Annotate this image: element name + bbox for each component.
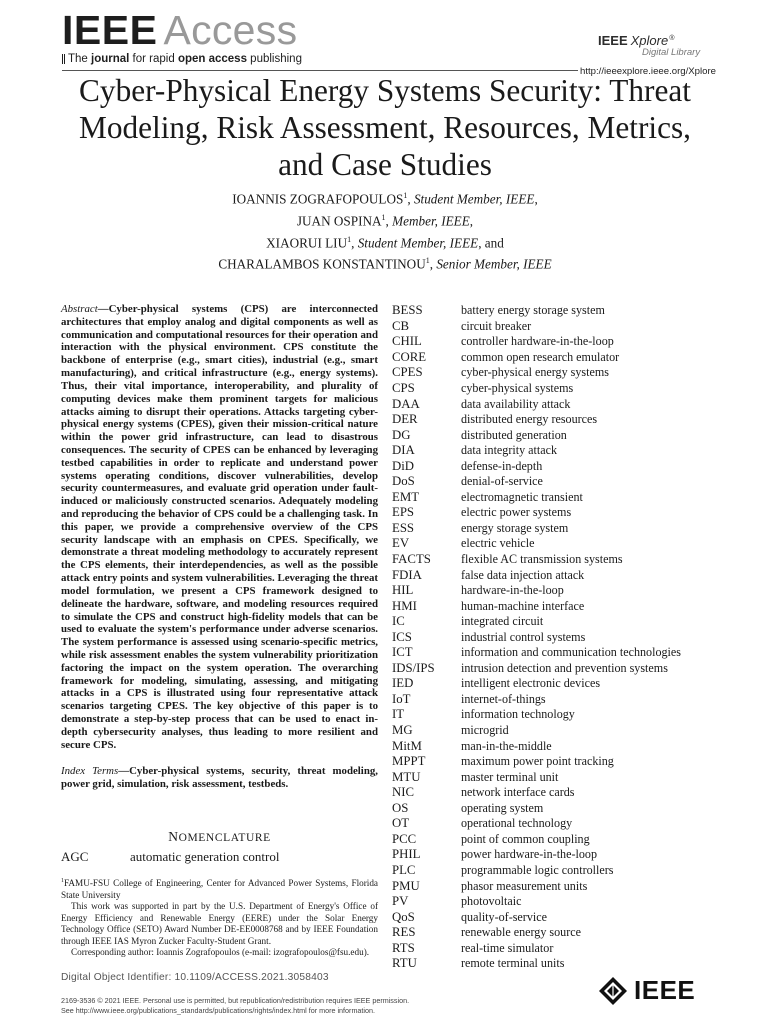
acronym-abbr: DiD: [392, 458, 415, 473]
acronym-row: [392, 645, 732, 661]
acronym-abbr: NIC: [392, 785, 415, 800]
acronym-definition: point of common coupling: [461, 831, 590, 846]
acronym-definition: integrated circuit: [461, 614, 544, 629]
acronym-definition: power hardware-in-the-loop: [461, 847, 597, 862]
acronym-abbr: OS: [392, 800, 409, 815]
acronym-row: [392, 381, 732, 397]
ieee-footer-logo: [598, 975, 695, 1006]
acronym-row: [392, 319, 732, 335]
acronym-abbr: RTU: [392, 956, 417, 971]
index-terms-label: Index Terms: [61, 765, 119, 778]
acronym-definition: distributed generation: [461, 427, 567, 442]
doi: Digital Object Identifier: 10.1109/ACCESS.2021.3058403: [61, 972, 329, 983]
acronym-abbr: RTS: [392, 940, 415, 955]
acronym-row: [392, 769, 732, 785]
paper-title: Cyber-Physical Energy Systems Security: Threat Modeling, Risk Assessment, Resources, Metrics, and Case Studies: [79, 73, 691, 182]
acronym-definition: data availability attack: [461, 396, 571, 411]
brand-tagline: [62, 53, 302, 65]
acronym-row: [392, 661, 732, 677]
acronym-definition: electromagnetic transient: [461, 489, 583, 504]
license-line-2: See http://www.ieee.org/publications_standards/publications/rights/index.html for more information.: [61, 1005, 376, 1015]
author-line: [100, 231, 670, 253]
acronym-abbr: FDIA: [392, 567, 422, 582]
xplore-ieee: IEEE: [598, 33, 628, 48]
acronym-row: [392, 334, 732, 350]
author-separator: , and: [478, 234, 504, 250]
index-terms-dash: —: [118, 765, 130, 778]
acronym-row: [392, 474, 732, 490]
acronym-abbr: OT: [392, 816, 410, 831]
acronym-definition: photovoltaic: [461, 894, 522, 909]
acronym-definition: operating system: [461, 800, 544, 815]
acronym-abbr: QoS: [392, 909, 415, 924]
author-role: Senior Member, IEEE: [436, 256, 552, 272]
acronym-abbr: HMI: [392, 598, 417, 613]
acronym-row: [392, 692, 732, 708]
footnote-affiliation-text: FAMU-FSU College of Engineering, Center for Advanced Power Systems, Florida State University: [61, 878, 378, 900]
acronym-abbr: MPPT: [392, 754, 426, 769]
author-affiliation-marker: 1: [403, 191, 408, 200]
author-separator: ,: [469, 213, 474, 229]
acronym-definition: cyber-physical energy systems: [461, 365, 609, 380]
author-role: Member, IEEE: [392, 213, 470, 229]
acronym-row: [392, 536, 732, 552]
acronym-row: [392, 738, 732, 754]
acronym-row: [392, 521, 732, 537]
acronym-row: [392, 676, 732, 692]
acronym-definition: master terminal unit: [461, 769, 559, 784]
acronym-definition: phasor measurement units: [461, 878, 588, 893]
abstract: [61, 303, 378, 751]
acronym-definition: hardware-in-the-loop: [461, 583, 564, 598]
author-affiliation-marker: 1: [347, 234, 352, 244]
acronym-row: [392, 396, 732, 412]
acronym-row: [392, 863, 732, 879]
acronym-row: [392, 707, 732, 723]
acronym-row: [392, 505, 732, 521]
nomenclature-heading: [61, 829, 378, 845]
author-name: XIAORUI LIU: [266, 234, 348, 250]
author-separator: ,: [534, 191, 538, 207]
acronym-definition: battery energy storage system: [461, 303, 605, 318]
nomenclature-heading-cap: N: [168, 829, 179, 844]
acronym-list: [392, 303, 732, 972]
xplore-subtitle: Digital Library: [642, 47, 701, 58]
acronym-definition: electric vehicle: [461, 536, 535, 551]
acronym-abbr: IED: [392, 676, 414, 691]
acronym-abbr: FACTS: [392, 552, 431, 567]
acronym-definition: man-in-the-middle: [461, 738, 552, 753]
acronym-abbr: DG: [392, 427, 411, 442]
acronym-abbr: RES: [392, 925, 416, 940]
acronym-abbr: CB: [392, 318, 410, 333]
acronym-definition: defense-in-depth: [461, 458, 543, 473]
acronym-row: [392, 365, 732, 381]
acronym-definition: human-machine interface: [461, 598, 585, 613]
tagline-pre: The: [68, 53, 92, 65]
author-comma: ,: [407, 191, 414, 207]
index-terms-text: Cyber-physical systems, security, threat modeling, power grid, simulation, risk assessment, testbeds.: [61, 765, 378, 791]
acronym-definition: operational technology: [461, 816, 573, 831]
author-comma: ,: [351, 234, 358, 250]
acronym-row: [392, 940, 732, 956]
acronym-row: [392, 458, 732, 474]
author-affiliation-marker: 1: [381, 212, 386, 222]
acronym-definition: data integrity attack: [461, 443, 558, 458]
acronym-row: [392, 909, 732, 925]
author-role: Student Member, IEEE: [413, 191, 535, 207]
footnote-corresponding: Corresponding author: Ioannis Zografopoulos (e-mail: izografopoulos@fsu.edu).: [71, 947, 370, 958]
acronym-abbr: CPS: [392, 381, 415, 395]
acronym-row: [392, 816, 732, 832]
author-comma: ,: [429, 256, 437, 272]
acronym-definition: real-time simulator: [461, 940, 554, 955]
acronym-definition: intelligent electronic devices: [461, 676, 601, 691]
acronym-definition: internet-of-things: [461, 691, 546, 706]
acronym-definition: intrusion detection and prevention systems: [461, 660, 668, 675]
acronym-row: [392, 350, 732, 366]
acronym-definition: cyber-physical systems: [461, 381, 574, 395]
acronym-row: [392, 847, 732, 863]
acronym-definition: flexible AC transmission systems: [461, 552, 623, 567]
acronym-abbr: BESS: [392, 303, 423, 318]
acronym-definition: quality-of-service: [461, 909, 547, 924]
author-affiliation-marker: 1: [425, 256, 430, 266]
acronym-row: [392, 552, 732, 568]
acronym-row: [392, 894, 732, 910]
acronym-abbr: PHIL: [392, 847, 421, 862]
acronym-abbr: ICT: [392, 645, 413, 660]
acronym-definition: remote terminal units: [461, 956, 565, 971]
ieee-access-logo: [62, 7, 302, 65]
brand-wordmark: [62, 7, 302, 53]
acronym-abbr: ICS: [392, 629, 412, 644]
acronym-definition: information and communication technologies: [461, 645, 681, 660]
acronym-definition: energy storage system: [461, 520, 569, 535]
author-line: [100, 187, 670, 209]
header-rule: [62, 70, 578, 71]
acronym-abbr: IDS/IPS: [392, 660, 435, 675]
acronym-row: [392, 785, 732, 801]
author-comma: ,: [385, 213, 393, 229]
acronym-definition: maximum power point tracking: [461, 754, 614, 769]
nomenclature-entry: [61, 849, 378, 865]
acronym-definition: common open research emulator: [461, 349, 620, 364]
acronym-row: [392, 878, 732, 894]
acronym-row: [392, 723, 732, 739]
tagline-open-access: open access: [177, 53, 247, 65]
acronym-abbr: EPS: [392, 505, 415, 520]
acronym-definition: electric power systems: [461, 505, 572, 520]
acronym-abbr: PCC: [392, 831, 417, 846]
footnote-support: This work was supported in part by the U.S. Department of Energy's Office of Energy Efficiency and Renewable Energy (EERE) under the Solar Energy Technology Office (SETO) Award Number DE-EE0008768 and by IEEE Foundation through IEEE IAS Myron Zucker Faculty-Student Grant.: [61, 901, 378, 946]
acronym-abbr: EV: [392, 536, 410, 551]
acronym-abbr: CPES: [392, 365, 423, 380]
xplore-url-link[interactable]: http://ieeexplore.ieee.org/Xplore: [580, 66, 716, 77]
acronym-row: [392, 567, 732, 583]
acronym-definition: microgrid: [461, 723, 509, 738]
acronym-abbr: DAA: [392, 396, 420, 411]
author-line: [100, 252, 670, 274]
author-role: Student Member, IEEE: [357, 234, 479, 250]
acronym-row: [392, 925, 732, 941]
author-name: CHARALAMBOS KONSTANTINOU: [218, 256, 426, 272]
acronym-row: [392, 598, 732, 614]
acronym-row: [392, 490, 732, 506]
acronym-definition: false data injection attack: [461, 567, 585, 582]
acronym-abbr: MitM: [392, 738, 422, 753]
author-line: [100, 209, 670, 231]
acronym-row: [392, 427, 732, 443]
acronym-abbr: IC: [392, 614, 405, 629]
nomenclature-abbr: AGC: [61, 849, 89, 864]
acronym-definition: circuit breaker: [461, 318, 532, 333]
ieee-footer-word: IEEE: [634, 975, 696, 1005]
nomenclature-def: automatic generation control: [130, 849, 280, 864]
license-line-1: 2169-3536 © 2021 IEEE. Personal use is permitted, but republication/redistribution requires IEEE permission.: [61, 996, 410, 1005]
ieee-diamond-icon: [598, 976, 628, 1006]
author-name: JUAN OSPINA: [296, 213, 382, 229]
acronym-abbr: IT: [392, 707, 405, 722]
acronym-row: [392, 614, 732, 630]
acronym-abbr: ESS: [392, 520, 415, 535]
acronym-row: [392, 629, 732, 645]
acronym-row: [392, 412, 732, 428]
acronym-definition: information technology: [461, 707, 575, 722]
brand-access: Access: [163, 7, 298, 53]
xplore-name: [631, 34, 675, 47]
brand-ieee: IEEE: [62, 7, 158, 53]
tagline-marker-icon: [62, 54, 65, 64]
acronym-abbr: PV: [392, 894, 409, 909]
tagline-journal: journal: [91, 53, 130, 65]
acronym-abbr: IoT: [392, 691, 411, 706]
abstract-text: Cyber-physical systems (CPS) are interconnected architectures that employ analog and digital components as well as communication and computational resources for their operation and interaction with the physical environment. CPS constitute the backbone of enterprise (e.g., smart cities), industrial (e.g., smart manufacturing), and critical infrastructure (e.g., energy systems). Thus, their vital importance, interoperability, and plurality of computing devices make them prominent targets for malicious attacks aiming to disrupt their operations. Attacks targeting cyber-physical energy systems (CPES), given their mission-critical nature within the power grid infrastructure, can lead to disastrous consequences. The security of CPES can be enhanced by leveraging testbed capabilities in order to replicate and understand power systems operating conditions, discover vulnerabilities, develop security countermeasures, and evaluate grid operation under fault-induced or maliciously constructed scenarios. Adequately modeling and reproducing the behavior of CPS could be a challenging task. In this paper, we provide a comprehensive overview of the CPS security landscape with an emphasis on CPES. Specifically, we demonstrate a threat modeling methodology to accurately represent the CPS elements, their interdependencies, as well as the possible attack entry points and system vulnerabilities. Leveraging the threat model formulation, we present a CPS framework designed to delineate the hardware, software, and modeling resources required to simulate the CPS and construct high-fidelity models that can be used to evaluate the system's performance under adverse scenarios. The system performance is assessed using scenario-specific metrics, while risk assessment enables the system vulnerability prioritization factoring the impact on the system operation. The overarching framework for modeling, simulating, assessing, and mitigating attacks in a CPS is illustrated using four representative attack scenarios targeting CPES. The key objective of this paper is to demonstrate a step-by-step process that can be used to enact in-depth cybersecurity analyses, thus leading to more resilient and secure CPS.: [61, 303, 378, 751]
xplore-registered: ®: [669, 34, 675, 42]
acronym-abbr: PMU: [392, 878, 420, 893]
index-terms: [61, 765, 378, 791]
acronym-abbr: CORE: [392, 349, 427, 364]
left-column: [61, 303, 378, 791]
acronym-abbr: MG: [392, 723, 413, 738]
abstract-label: Abstract: [61, 303, 98, 315]
acronym-definition: distributed energy resources: [461, 412, 598, 427]
author-name: IOANNIS ZOGRAFOPOULOS: [232, 191, 404, 207]
license-notice: [61, 996, 441, 1015]
acronym-abbr: HIL: [392, 583, 414, 598]
acronym-row: [392, 956, 732, 972]
footnote: [61, 876, 378, 959]
acronym-definition: controller hardware-in-the-loop: [461, 334, 614, 349]
footnote-affiliation: [61, 876, 378, 901]
xplore-name-text: Xplore: [630, 33, 669, 48]
acronym-row: [392, 303, 732, 319]
acronym-definition: industrial control systems: [461, 629, 586, 644]
acronym-abbr: EMT: [392, 489, 420, 504]
footnote-marker: 1: [61, 878, 64, 884]
nomenclature-heading-rest: OMENCLATURE: [178, 832, 271, 844]
acronym-row: [392, 443, 732, 459]
acronym-row: [392, 754, 732, 770]
tagline-post: publishing: [246, 53, 302, 65]
ieee-xplore-logo: [598, 34, 700, 58]
acronym-definition: programmable logic controllers: [461, 862, 614, 877]
acronym-abbr: CHIL: [392, 334, 422, 349]
acronym-definition: renewable energy source: [461, 925, 581, 940]
author-list: [100, 187, 670, 274]
acronym-definition: network interface cards: [461, 785, 575, 800]
acronym-row: [392, 583, 732, 599]
tagline-mid: for rapid: [129, 53, 178, 65]
acronym-abbr: MTU: [392, 769, 421, 784]
acronym-definition: denial-of-service: [461, 474, 543, 489]
acronym-row: [392, 801, 732, 817]
acronym-abbr: DIA: [392, 443, 415, 458]
acronym-abbr: PLC: [392, 862, 416, 877]
acronym-abbr: DoS: [392, 474, 415, 489]
acronym-row: [392, 832, 732, 848]
abstract-dash: —: [97, 303, 109, 315]
acronym-abbr: DER: [392, 412, 418, 427]
